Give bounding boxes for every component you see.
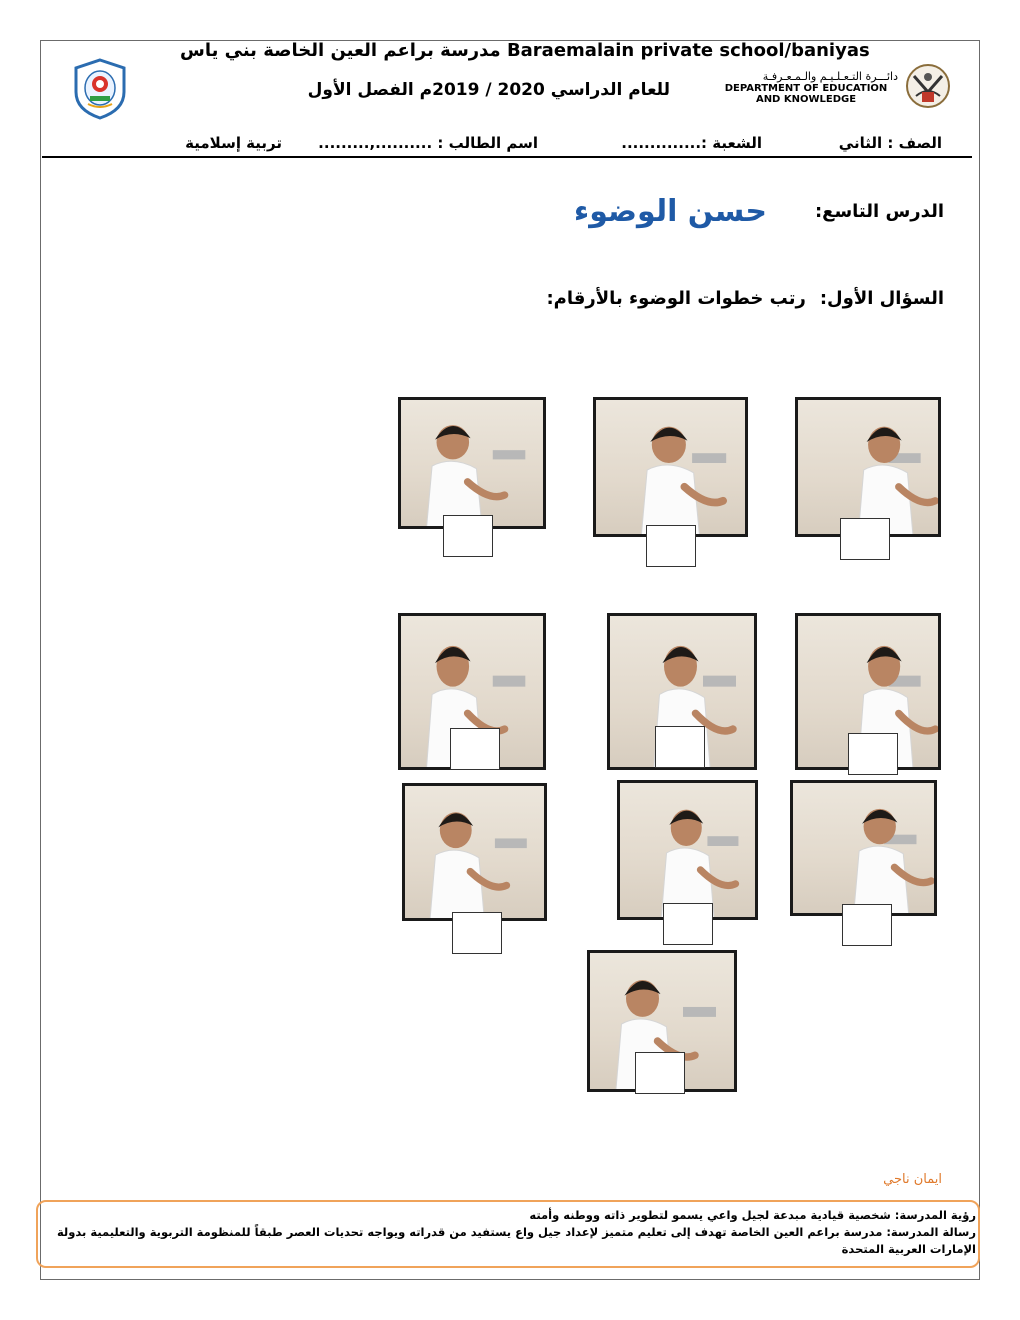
question-label: السؤال الأول: [819, 288, 944, 309]
step-number-box[interactable] [443, 515, 493, 557]
wudu-step-photo [617, 780, 758, 920]
step-number-box[interactable] [646, 525, 696, 567]
grade-field: الصف : الثاني [838, 134, 942, 152]
department-name-ar: دائـــرة التـعـلـيـم والـمـعـرفـة [762, 70, 898, 83]
lesson-label: الدرس التاسع: [814, 201, 944, 222]
department-name-en-2: AND KNOWLEDGE [755, 94, 857, 105]
school-name: مدرسة براعم العين الخاصة بني ياس Baraemalain private school/baniyas [180, 40, 870, 61]
teacher-name: ايمان ناجي [883, 1172, 942, 1187]
boy-figure-icon [596, 400, 748, 537]
boy-figure-icon [798, 400, 941, 537]
step-number-box[interactable] [848, 733, 898, 775]
boy-figure-icon [405, 786, 547, 921]
step-number-box[interactable] [840, 518, 890, 560]
department-name-en: DEPARTMENT OF EDUCATION [724, 83, 888, 94]
boy-figure-icon [620, 783, 758, 920]
boy-figure-icon [401, 400, 546, 529]
step-number-box[interactable] [655, 726, 705, 768]
academic-year: للعام الدراسي 2020 / 2019م الفصل الأول [307, 80, 670, 100]
wudu-step-photo [398, 397, 546, 529]
student-name-field[interactable]: اسم الطالب : ..........,......... [318, 134, 538, 152]
department-emblem-icon [902, 62, 954, 110]
school-logo-icon [72, 58, 128, 120]
step-number-box[interactable] [842, 904, 892, 946]
school-mission: رسالة المدرسة: مدرسة براعم العين الخاصة تهدف إلى تعليم متميز لإعداد جيل واع يستفيد من قدراته ويواجه تحديات العصر طبقاً للمنظومة التربوية والتعليمية بدولة الإمارات العربية المتحدة [56, 1225, 976, 1256]
wudu-step-photo [795, 397, 941, 537]
section-field[interactable]: الشعبة :.............. [621, 134, 762, 152]
wudu-step-photo [790, 780, 937, 916]
question-text: رتب خطوات الوضوء بالأرقام: [546, 288, 806, 309]
lesson-heading [500, 194, 944, 229]
subject-label: تربية إسلامية [185, 134, 282, 152]
step-number-box[interactable] [452, 912, 502, 954]
header-divider [42, 156, 972, 158]
wudu-step-photo [402, 783, 547, 921]
wudu-step-photo [593, 397, 748, 537]
school-vision: رؤية المدرسة: شخصية قيادية مبدعة لجيل واعي يسمو لتطوير ذاته ووطنه وأمته [529, 1208, 976, 1222]
lesson-title: حسن الوضوء [573, 194, 767, 229]
vision-mission-text [44, 1207, 976, 1258]
step-number-box[interactable] [635, 1052, 685, 1094]
question-heading [440, 288, 944, 309]
boy-figure-icon [793, 783, 937, 916]
step-number-box[interactable] [450, 728, 500, 770]
step-number-box[interactable] [663, 903, 713, 945]
